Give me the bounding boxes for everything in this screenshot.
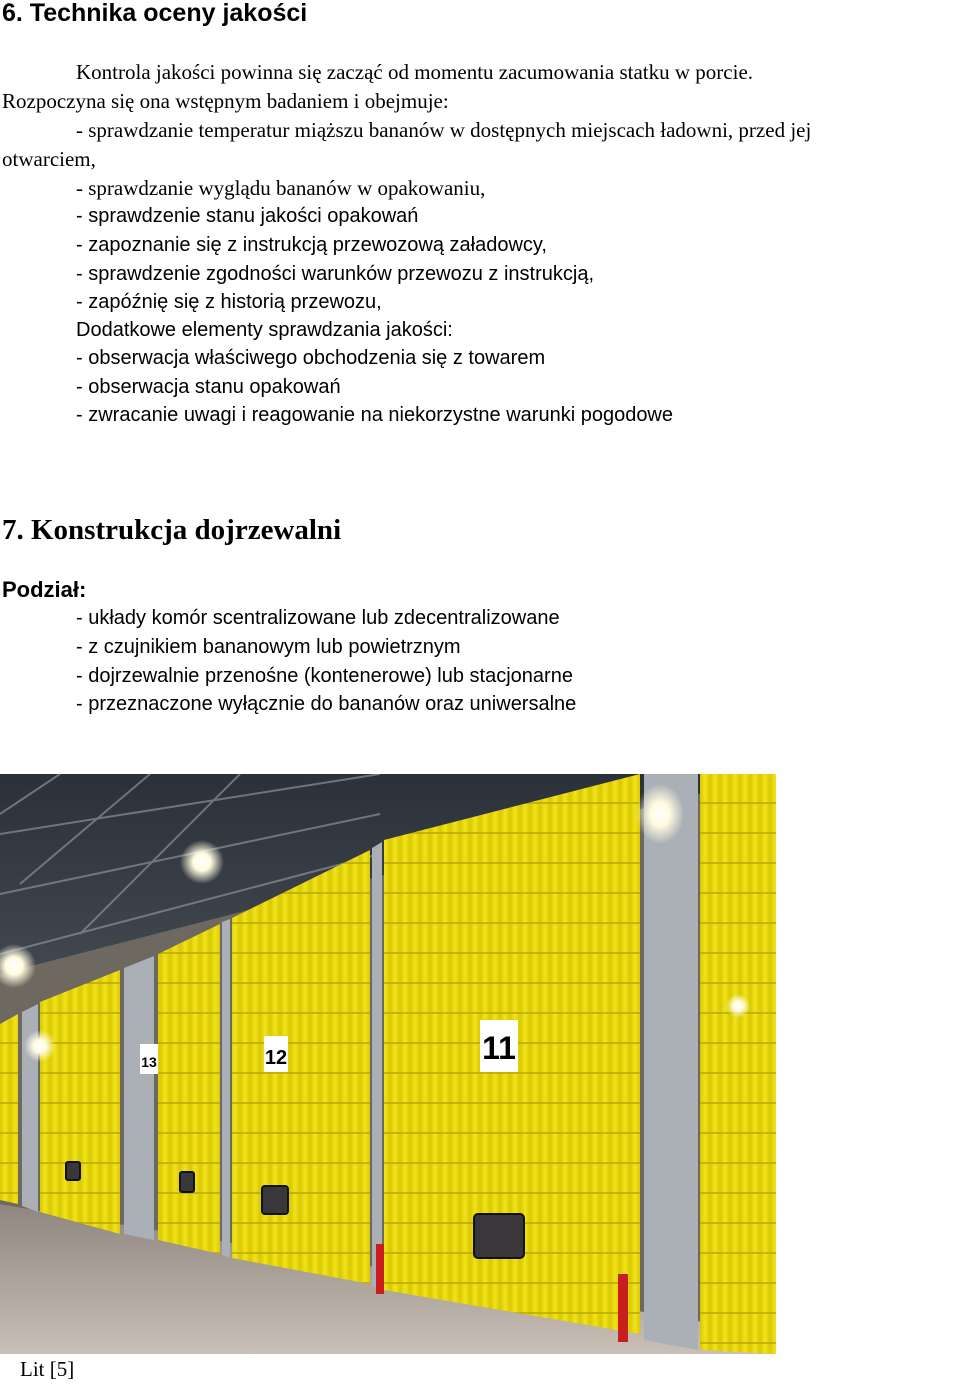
- list-item: - sprawdzenie zgodności warunków przewozu z instrukcją,: [76, 263, 595, 285]
- list-item: - sprawdzenie stanu jakości opakowań: [76, 205, 419, 227]
- list-item-continuation: otwarciem,: [2, 147, 96, 171]
- door-number-11: 11: [482, 1030, 516, 1066]
- photo-caption: Lit [5]: [20, 1357, 75, 1381]
- paragraph-line: Rozpoczyna się ona wstępnym badaniem i obejmuje:: [2, 89, 449, 113]
- ripening-room-doors-photo: [0, 774, 776, 1354]
- list-item: - dojrzewalnie przenośne (kontenerowe) lub stacjonarne: [76, 665, 573, 687]
- division-label: Podział:: [2, 577, 87, 602]
- list-item: - obserwacja stanu opakowań: [76, 376, 341, 398]
- door-number-12: 12: [264, 1047, 288, 1069]
- list-item: - zapoznanie się z instrukcją przewozową załadowcy,: [76, 234, 547, 256]
- subsection-label: Dodatkowe elementy sprawdzania jakości:: [76, 319, 453, 341]
- list-item: - zapóźnię się z historią przewozu,: [76, 291, 382, 313]
- section-7-heading: 7. Konstrukcja dojrzewalni: [2, 514, 342, 546]
- door-number-13: 13: [141, 1054, 157, 1070]
- list-item: - zwracanie uwagi i reagowanie na niekorzystne warunki pogodowe: [76, 404, 674, 426]
- list-item: - obserwacja właściwego obchodzenia się z towarem: [76, 347, 546, 369]
- section-6-heading: 6. Technika oceny jakości: [2, 0, 308, 27]
- list-item: - sprawdzanie temperatur miąższu bananów w dostępnych miejscach ładowni, przed jej: [76, 118, 812, 142]
- list-item: - układy komór scentralizowane lub zdecentralizowane: [76, 607, 560, 629]
- list-item: - przeznaczone wyłącznie do bananów oraz uniwersalne: [76, 693, 577, 715]
- list-item: - z czujnikiem bananowym lub powietrznym: [76, 636, 461, 658]
- paragraph-line: Kontrola jakości powinna się zacząć od momentu zacumowania statku w porcie.: [76, 60, 754, 84]
- list-item: - sprawdzanie wyglądu bananów w opakowaniu,: [76, 176, 486, 200]
